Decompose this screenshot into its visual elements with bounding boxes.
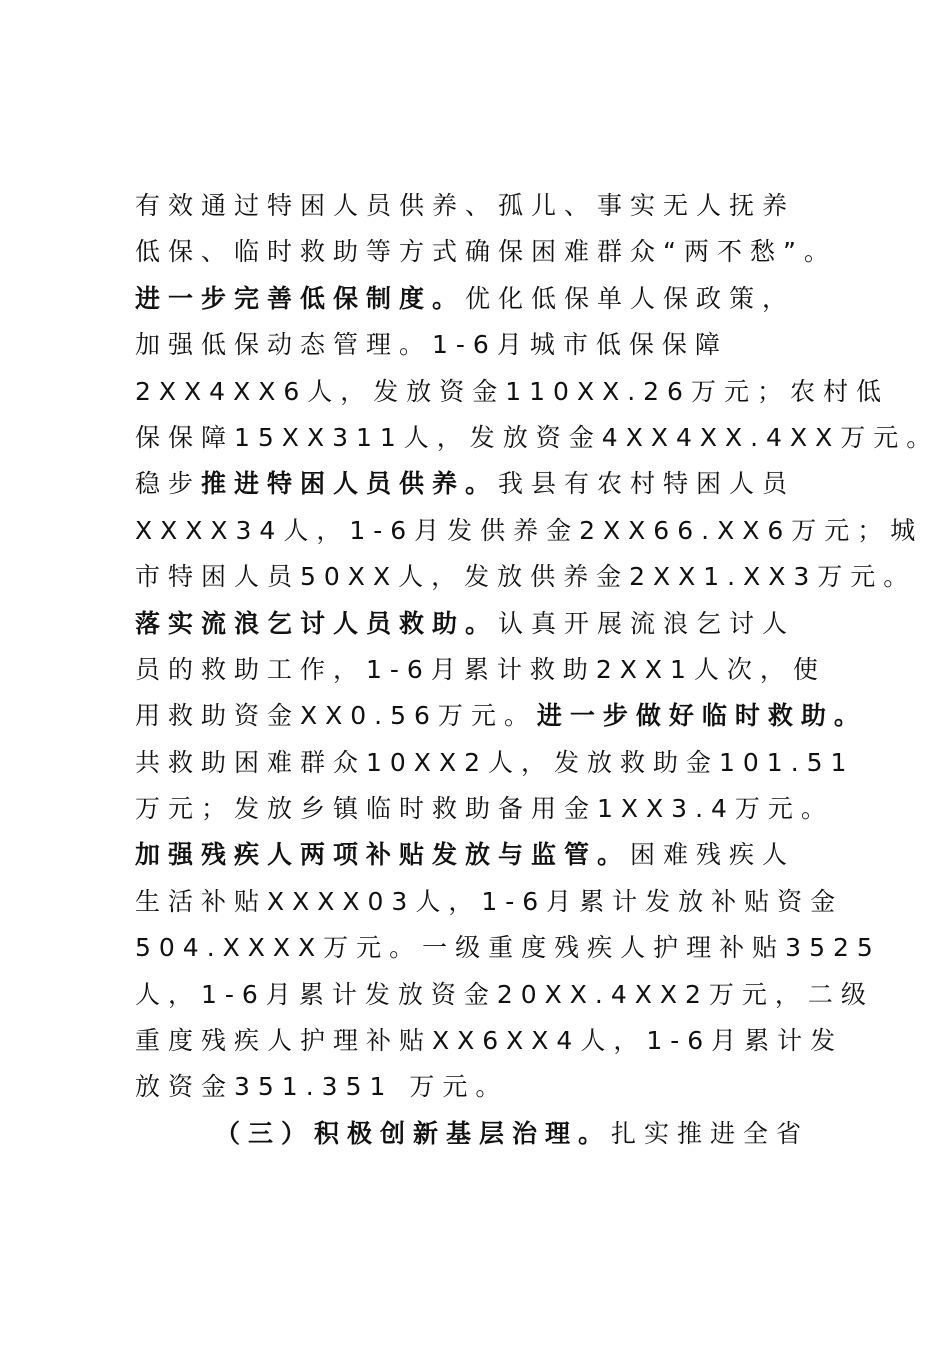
bold-heading: 推进特困人员供养。 (201, 469, 499, 499)
text-span: 优化低保单人保政策， (465, 283, 796, 313)
text-span: 市特困人员50XX人，发放供养金2XX1.XX3万元。 (135, 562, 917, 592)
text-span: 加强低保动态管理。1-6月城市低保保障 (135, 330, 728, 360)
text-line (135, 693, 867, 739)
text-span: 重度残疾人护理补贴XX6XX4人，1-6月累计发 (135, 1026, 844, 1056)
text-line (135, 879, 855, 925)
text-span: 有效通过特困人员供养、孤儿、事实无人抚养 (135, 191, 796, 220)
section-heading-line (135, 1111, 855, 1157)
text-span: 保保障15XX311人，发放资金4XX4XX.4XX万元。 (135, 422, 940, 452)
text-span: XXXX34人，1-6月发供养金2XX66.XX6万元；城 (135, 515, 924, 545)
text-line (135, 647, 855, 693)
text-line (135, 1018, 855, 1064)
text-line (135, 229, 855, 275)
bold-heading: 落实流浪乞讨人员救助。 (135, 608, 499, 638)
section-heading: （三）积极创新基层治理。 (215, 1118, 612, 1148)
text-line (135, 461, 855, 507)
text-line (135, 276, 855, 322)
text-line (135, 601, 855, 647)
bold-heading: 进一步做好临时救助。 (536, 701, 867, 731)
text-line (135, 183, 855, 229)
text-line (135, 740, 855, 786)
text-line (135, 415, 940, 461)
text-line (135, 1064, 855, 1110)
text-span: 504.XXXX万元。一级重度残疾人护理补贴3525 (135, 933, 881, 963)
text-span: 2XX4XX6人，发放资金110XX.26万元；农村低 (135, 376, 889, 406)
text-line (135, 925, 881, 971)
bold-heading: 加强残疾人两项补贴发放与监管。 (135, 840, 631, 870)
text-span: 生活补贴XXXX03人，1-6月累计发放补贴资金 (135, 886, 844, 916)
text-span: 我县有农村特困人员 (498, 469, 796, 499)
text-span: 人，1-6月累计发放资金20XX.4XX2万元，二级 (135, 979, 874, 1009)
text-span: 用救助资金XX0.56万元。 (135, 701, 537, 731)
text-span: 稳步 (135, 469, 202, 499)
text-line (135, 786, 855, 832)
text-line (135, 832, 855, 878)
text-span: 员的救助工作，1-6月累计救助2XX1人次，使 (135, 654, 826, 684)
text-span: 万元；发放乡镇临时救助备用金1XX3.4万元。 (135, 794, 834, 824)
text-span: 困难残疾人 (630, 840, 796, 870)
text-line (135, 508, 924, 554)
text-span: 放资金351.351 万元。 (135, 1072, 509, 1102)
body-text (135, 183, 940, 1157)
text-span: 共救助困难群众10XX2人，发放救助金101.51 (135, 747, 855, 777)
bold-heading: 进一步完善低保制度。 (135, 283, 466, 313)
text-line (135, 369, 889, 415)
text-span: 低保、临时救助等方式确保困难群众“两不愁”。 (135, 237, 837, 267)
text-span: 认真开展流浪乞讨人 (498, 608, 796, 638)
text-span: 扎实推进全省 (611, 1118, 810, 1148)
text-line (135, 972, 874, 1018)
text-line (135, 322, 855, 368)
text-line (135, 554, 917, 600)
